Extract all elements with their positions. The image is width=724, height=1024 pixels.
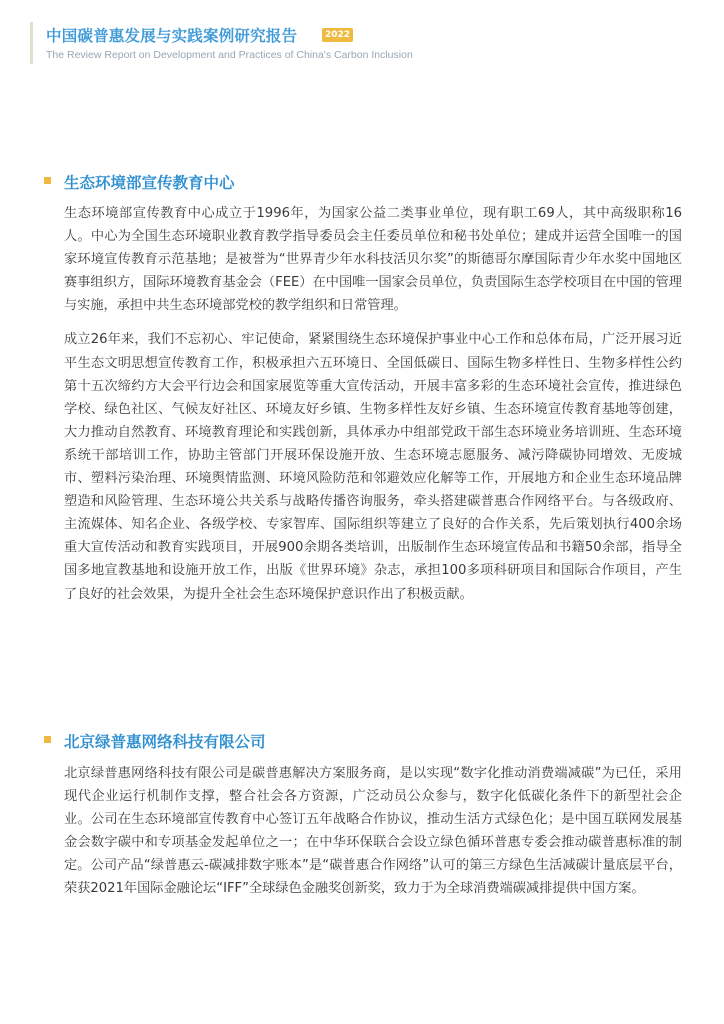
- section-heading: [44, 171, 682, 193]
- paragraph: 生态环境部宣传教育中心成立于1996年，为国家公益二类事业单位，现有职工69人，其中高级职称16人。中心为全国生态环境职业教育教学指导委员会主任委员单位和秘书处单位；建成并运营全国唯一的国家环境宣传教育示范基地；是被誉为“世界青少年水科技活贝尔奖”的斯德哥尔摩国际青少年水奖中国地区赛事组织方，国际环境教育基金会（FEE）在中国唯一国家会员单位，负责国际生态学校项目在中国的管理与实施，承担中共生态环境部党校的教学组织和日常管理。: [64, 206, 682, 314]
- square-bullet-icon: [44, 177, 51, 184]
- paragraph: 成立26年来，我们不忘初心、牢记使命，紧紧围绕生态环境保护事业中心工作和总体布局，广泛开展习近平生态文明思想宣传教育工作，积极承担六五环境日、全国低碳日、国际生物多样性日、生物多样性公约第十五次缔约方大会平行边会和国家展览等重大宣传活动，开展丰富多彩的生态环境社会宣传，推进绿色学校、绿色社区、气候友好社区、环境友好乡镇、生物多样性友好乡镇、生态环境宣传教育基地等创建，大力推动自然教育、环境教育理论和实践创新，具体承办中组部党政干部生态环境业务培训班、生态环境系统干部培训工作，协助主管部门开展环保设施开放、生态环境志愿服务、减污降碳协同增效、无废城市、塑料污染治理、环境舆情监测、环境风险防范和邻避效应化解等工作，开展地方和企业生态环境品牌塑造和风险管理、生态环境公共关系与战略传播咨询服务，牵头搭建碳普惠合作网络平台。与各级政府、主流媒体、知名企业、各级学校、专家智库、国际组织等建立了良好的合作关系，先后策划执行400余场重大宣传活动和教育实践项目，开展900余期各类培训，出版制作生态环境宣传品和书籍50余部，指导全国多地宣教基地和设施开放工作，出版《世界环境》杂志，承担100多项科研项目和国际合作项目，产生了良好的社会效果，为提升全社会生态环境保护意识作出了积极贡献。: [64, 332, 682, 602]
- section-title: 北京绿普惠网络科技有限公司: [64, 733, 266, 751]
- year-badge: 2022: [322, 28, 353, 42]
- report-header: [30, 22, 690, 68]
- header-accent-bar: [30, 22, 33, 64]
- report-subtitle: The Review Report on Development and Practices of China's Carbon Inclusion: [46, 49, 413, 61]
- section-heading: [44, 730, 682, 752]
- square-bullet-icon: [44, 736, 51, 743]
- section-lvpuhui-company: [44, 730, 682, 901]
- paragraph: 北京绿普惠网络科技有限公司是碳普惠解决方案服务商，是以实现“数字化推动消费端减碳”为已任，采用现代企业运行机制作支撑，整合社会各方资源，广泛动员公众参与，数字化低碳化条件下的新型社会企业。公司在生态环境部宣传教育中心签订五年战略合作协议，推动生活方式绿色化；是中国互联网发展基金会数字碳中和专项基金发起单位之一；在中华环保联合会设立绿色循环普惠专委会推动碳普惠标准的制定。公司产品“绿普惠云-碳减排数字账本”是“碳普惠合作网络”认可的第三方绿色生活减碳计量底层平台，荣获2021年国际金融论坛“IFF”全球绿色金融奖创新奖，致力于为全球消费端碳减排提供中国方案。: [64, 766, 682, 897]
- section-ecology-education-center: [44, 171, 682, 606]
- section-title: 生态环境部宣传教育中心: [64, 174, 235, 192]
- report-title: 中国碳普惠发展与实践案例研究报告: [46, 27, 298, 45]
